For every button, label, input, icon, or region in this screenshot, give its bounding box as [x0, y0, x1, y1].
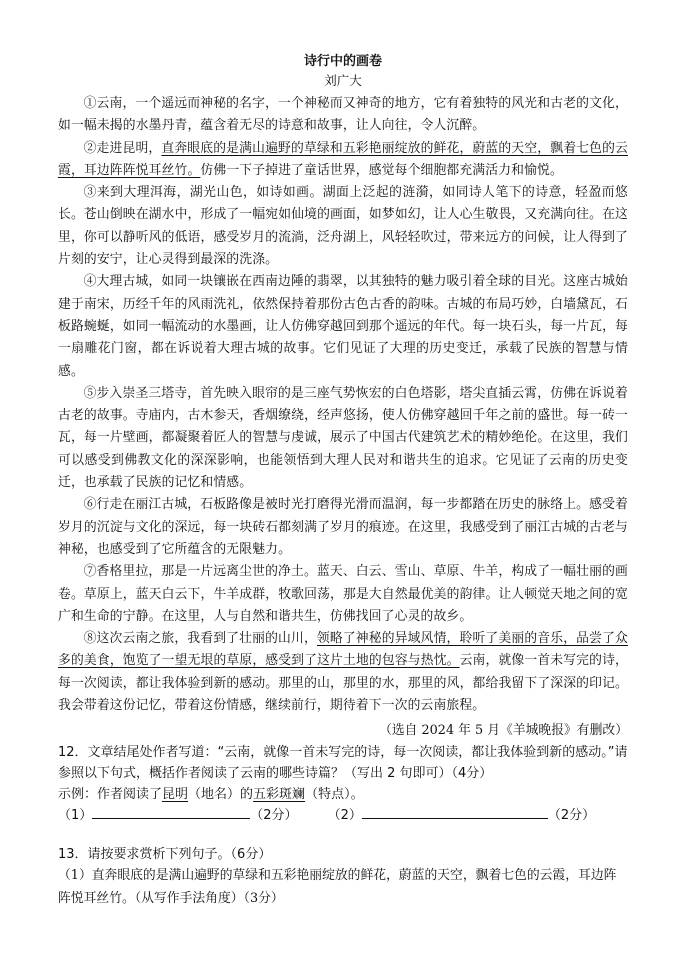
article-author: 刘广大: [324, 73, 362, 88]
example-prefix: 示例：作者阅读了: [58, 787, 163, 803]
blank-1-label: （1）: [58, 808, 93, 824]
paragraph-4: ④大理古城，如同一块镶嵌在西南边陲的翡翠，以其独特的魅力吸引着全球的目光。这座古城始建于南宋，历经千年的风雨洗礼，依然保持着那份古色古香的韵味。古城的布局巧妙，白墙黛瓦，石板路蜿蜒，如同一幅流动的水墨画，让人仿佛穿越回到那个遥远的年代。每一块石头，每一片瓦，每一扇雕花门窗，都在诉说着大理古城的故事。它们见证了大理的历史变迁，承载了民族的智慧与情感。: [58, 274, 628, 379]
article-title: 诗行中的画卷: [303, 54, 382, 69]
question-13: 13．请按要求赏析下列句子。（6分）: [58, 847, 272, 863]
underlined-sentence-2: 领略了神秘的异域风情，聆听了美丽的音乐，品尝了众多的美食，饱览了一望无垠的草原，感受到了这片土地的包容与热忱。: [58, 631, 628, 669]
paragraph-8: [58, 628, 628, 717]
paragraph-7: ⑦香格里拉，那是一片远离尘世的净土。蓝天、白云、雪山、草原、牛羊，构成了一幅壮丽的画卷。草原上，蓝天白云下，牛羊成群，牧歌回荡，那是大自然最优美的韵律。让人顿觉天地之间的宽广和生命的宁静。在这里，人与自然和谐共生，仿佛找回了心灵的故乡。: [58, 564, 628, 624]
paragraph-2: [58, 138, 628, 183]
example-place: 昆明: [162, 787, 189, 803]
blank-1-score: （2分）: [250, 808, 298, 824]
example-feature: 五彩斑斓: [253, 787, 306, 803]
blank-2-label: （2）: [327, 808, 362, 824]
paragraph-3: ③来到大理洱海，湖光山色，如诗如画。湖面上泛起的涟漪，如同诗人笔下的诗意，轻盈而悠长。苍山倒映在湖水中，形成了一幅宛如仙境的画面，如梦如幻，让人心生敬畏，又充满向往。在这里，你可以静听风的低语，感受岁月的流淌，泛舟湖上，风轻轻吹过，带来远方的问候，让人得到了片刻的安宁，让心灵得到最深的洗涤。: [58, 185, 628, 268]
paragraph-1: ①云南，一个遥远而神秘的名字，一个神秘而又神奇的地方，它有着独特的风光和古老的文化，如一幅未揭的水墨丹青，蕴含着无尽的诗意和故事，让人向往，令人沉醉。: [58, 96, 628, 134]
underlined-sentence: 直奔眼底的是满山遍野的草绿和五彩艳丽绽放的鲜花，蔚蓝的天空，飘着七色的云霞，耳边阵阵悦耳丝竹。: [58, 140, 628, 178]
paragraph-8-end: 云南，就像一首未写完的诗，每一次阅读，都让我体验到新的感动。那里的山，那里的水，那里的风，都给我留下了深深的印记。我会带着这份记忆，带着这份情感，继续前行，期待着下一次的云南旅程。: [58, 653, 628, 714]
question-13-sub-1: （1）直奔眼底的是满山遍野的草绿和五彩艳丽绽放的鲜花，蔚蓝的天空，飘着七色的云霞，耳边阵阵悦耳丝竹。（从写作手法角度）（3分）: [58, 868, 617, 906]
question-12-example: [58, 784, 628, 805]
answer-blank-2[interactable]: [362, 805, 548, 819]
article-source: （选自 2024 年 5 月《羊城晚报》有删改）: [379, 723, 628, 739]
answer-blank-1[interactable]: [92, 805, 250, 819]
paragraph-2-end: 仿佛一下子掉进了童话世界，感觉每个细胞都充满活力和愉悦。: [200, 162, 563, 178]
answer-blanks: [58, 805, 628, 826]
paragraph-5: ⑤步入崇圣三塔寺，首先映入眼帘的是三座气势恢宏的白色塔影，塔尖直插云霄，仿佛在诉说着古老的故事。寺庙内，古木参天，香烟缭绕，经声悠扬，使人仿佛穿越回千年之前的盛世。每一砖一瓦，每一片壁画，都凝聚着匠人的智慧与虔诚，展示了中国古代建筑艺术的精妙绝伦。在这里，我们可以感受到佛教文化的深深影响，也能领悟到大理人民对和谐共生的追求。它见证了云南的历史变迁，也承载了民族的记忆和情感。: [58, 385, 628, 491]
paragraph-8-start: ⑧这次云南之旅，我看到了壮丽的山川，: [83, 631, 317, 647]
example-suffix: （特点）。: [305, 787, 364, 803]
paragraph-6: ⑥行走在丽江古城，石板路像是被时光打磨得光滑而温润，每一步都踏在历史的脉络上。感受着岁月的沉淀与文化的深远，每一块砖石都刻满了岁月的痕迹。在这里，我感受到了丽江古城的古老与神秘，也感受到了它所蕴含的无限魅力。: [58, 497, 628, 557]
blank-2-score: （2分）: [547, 808, 596, 824]
example-mid: （地名）的: [188, 787, 254, 803]
question-12: 12．文章结尾处作者写道：“云南，就像一首未写完的诗，每一次阅读，都让我体验到新的感动。”请参照以下句式，概括作者阅读了云南的哪些诗篇？（写出 2 句即可）（4分）: [58, 745, 628, 782]
paragraph-2-start: ②走进昆明，: [83, 140, 162, 156]
